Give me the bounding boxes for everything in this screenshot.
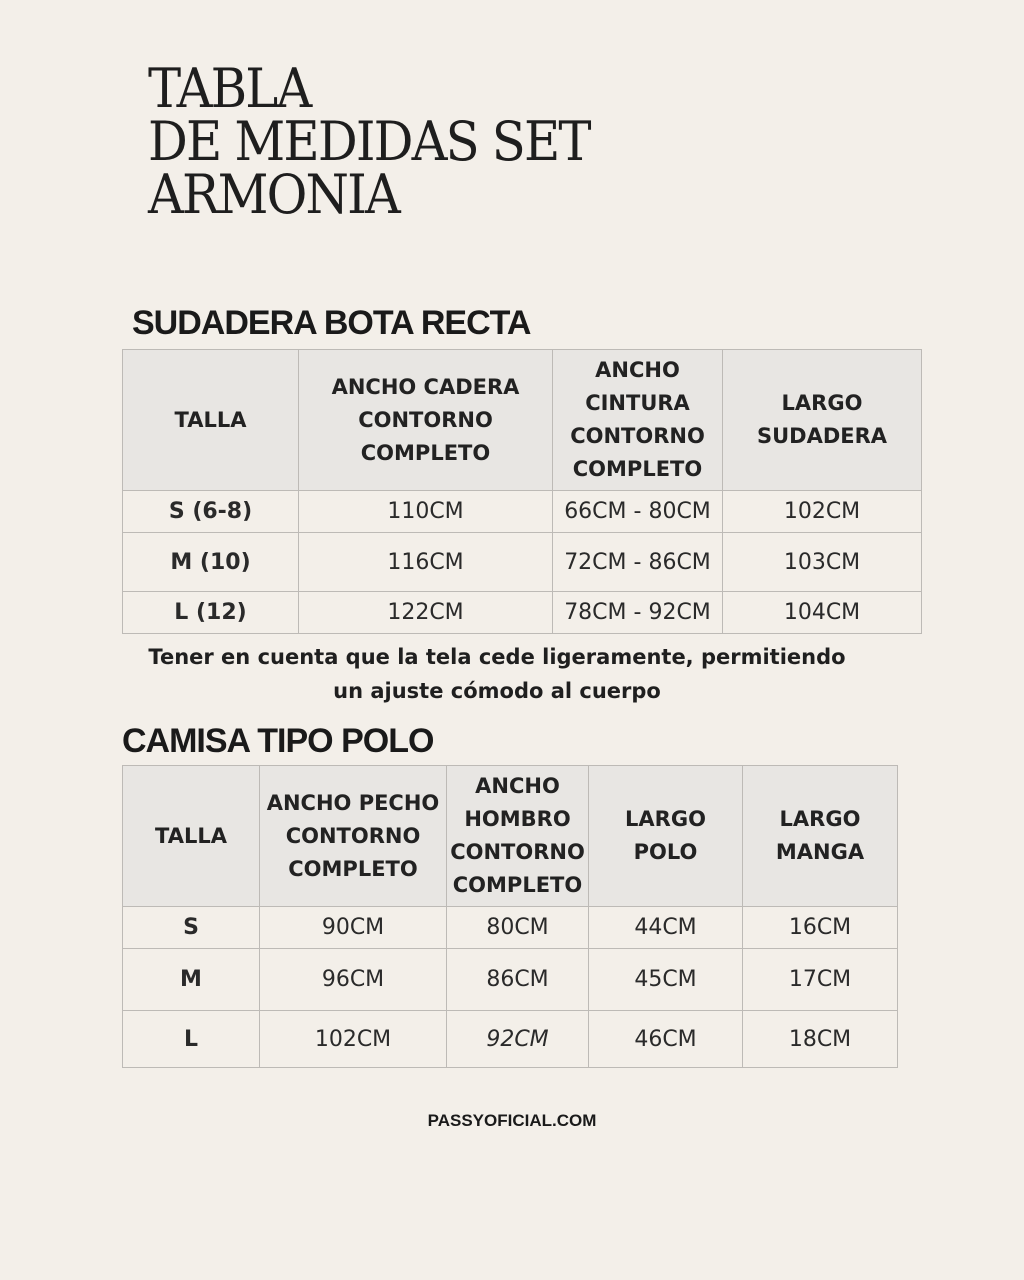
table-cell: 17CM bbox=[743, 949, 898, 1011]
size-cell: M (10) bbox=[123, 533, 299, 592]
size-cell: L bbox=[123, 1011, 260, 1068]
header-cell: LARGO MANGA bbox=[743, 766, 898, 907]
note-line-2: un ajuste cómodo al cuerpo bbox=[333, 679, 661, 703]
sudadera-size-table bbox=[122, 349, 922, 634]
title-line-1: TABLA bbox=[148, 57, 311, 120]
table-cell: 66CM - 80CM bbox=[553, 491, 723, 533]
note-line-1: Tener en cuenta que la tela cede ligeramente, permitiendo bbox=[148, 645, 846, 669]
table-cell: 46CM bbox=[589, 1011, 743, 1068]
table-cell: 122CM bbox=[299, 592, 553, 634]
table-header-row bbox=[123, 766, 898, 907]
header-cell: TALLA bbox=[123, 350, 299, 491]
table-header-row bbox=[123, 350, 922, 491]
camisa-size-table bbox=[122, 765, 898, 1068]
table-cell: 78CM - 92CM bbox=[553, 592, 723, 634]
table-cell: 102CM bbox=[260, 1011, 447, 1068]
table-cell: 110CM bbox=[299, 491, 553, 533]
table-cell: 96CM bbox=[260, 949, 447, 1011]
table-cell: 80CM bbox=[447, 907, 589, 949]
header-cell: TALLA bbox=[123, 766, 260, 907]
table-cell: 116CM bbox=[299, 533, 553, 592]
fabric-note bbox=[122, 640, 872, 708]
table-cell: 103CM bbox=[723, 533, 922, 592]
table-row bbox=[123, 949, 898, 1011]
table-row bbox=[123, 907, 898, 949]
table-cell: 18CM bbox=[743, 1011, 898, 1068]
table-cell: 16CM bbox=[743, 907, 898, 949]
size-cell: M bbox=[123, 949, 260, 1011]
table-cell: 104CM bbox=[723, 592, 922, 634]
size-cell: S bbox=[123, 907, 260, 949]
table-cell: 44CM bbox=[589, 907, 743, 949]
table-row bbox=[123, 533, 922, 592]
website-footer: PASSYOFICIAL.COM bbox=[427, 1111, 597, 1130]
sudadera-heading: SUDADERA BOTA RECTA bbox=[132, 304, 531, 342]
camisa-heading: CAMISA TIPO POLO bbox=[122, 722, 434, 760]
table-cell: 90CM bbox=[260, 907, 447, 949]
header-cell: ANCHO CADERA CONTORNO COMPLETO bbox=[299, 350, 553, 491]
header-cell: ANCHO CINTURA CONTORNO COMPLETO bbox=[553, 350, 723, 491]
title-line-3: ARMONIA bbox=[148, 163, 399, 226]
table-cell: 86CM bbox=[447, 949, 589, 1011]
header-cell: LARGO POLO bbox=[589, 766, 743, 907]
table-cell: 92CM bbox=[447, 1011, 589, 1068]
table-row bbox=[123, 491, 922, 533]
header-cell: ANCHO HOMBRO CONTORNO COMPLETO bbox=[447, 766, 589, 907]
table-cell: 45CM bbox=[589, 949, 743, 1011]
header-cell: LARGO SUDADERA bbox=[723, 350, 922, 491]
header-cell: ANCHO PECHO CONTORNO COMPLETO bbox=[260, 766, 447, 907]
page-title bbox=[148, 57, 590, 226]
title-line-2: DE MEDIDAS SET bbox=[148, 110, 590, 173]
table-cell: 72CM - 86CM bbox=[553, 533, 723, 592]
table-cell: 102CM bbox=[723, 491, 922, 533]
table-row bbox=[123, 592, 922, 634]
size-cell: S (6-8) bbox=[123, 491, 299, 533]
size-cell: L (12) bbox=[123, 592, 299, 634]
table-row bbox=[123, 1011, 898, 1068]
